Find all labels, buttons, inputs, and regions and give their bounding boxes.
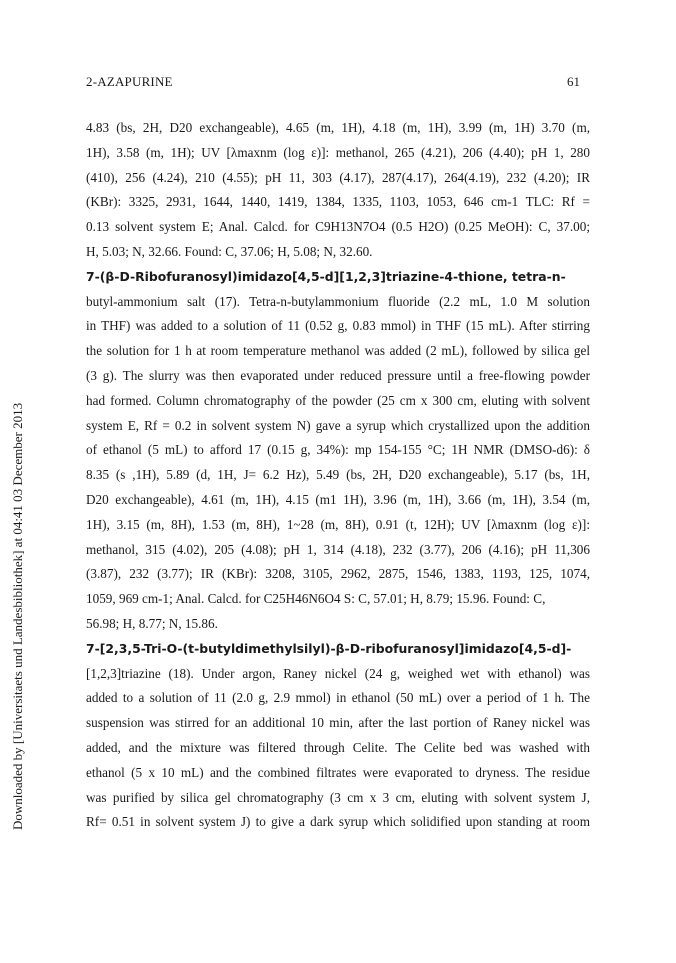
body-text [86,116,590,835]
text-line: had formed. Column chromatography of the powder (25 cm x 300 cm, eluting with solvent [86,392,590,408]
text-line: methanol, 315 (4.02), 205 (4.08); pH 1, 314 (4.18), 232 (3.77), 206 (4.16); pH 11,306 [86,541,590,557]
text-line: ethanol (5 x 10 mL) and the combined filtrates were evaporated to dryness. The residue [86,764,590,780]
text-line: in THF) was added to a solution of 11 (0.52 g, 0.83 mmol) in THF (15 mL). After stirring [86,318,590,334]
running-head: 2-AZAPURINE [86,74,173,89]
text-line: 1H), 3.58 (m, 1H); UV [λmaxnm (log ε)]: methanol, 265 (4.21), 206 (4.40); pH 1, 280 [86,144,590,160]
text-line: D20 exchangeable), 4.61 (m, 1H), 4.15 (m1 1H), 3.96 (m, 1H), 3.66 (m, 1H), 3.54 (m, [86,491,590,507]
compound-heading: 7-[2,3,5-Tri-O-(t-butyldimethylsilyl)-β-D-ribofuranosyl]imidazo[4,5-d]- [86,640,572,656]
text-line: Rf= 0.51 in solvent system J) to give a dark syrup which solidified upon standing at room [86,814,590,830]
text-line: suspension was stirred for an additional 10 min, after the last portion of Raney nickel was [86,715,590,731]
text-line: 1H), 3.15 (m, 8H), 1.53 (m, 8H), 1~28 (m, 8H), 0.91 (t, 12H); UV [λmaxnm (log ε)]: [86,516,590,532]
page-number: 61 [567,74,580,89]
text-line: added, and the mixture was filtered through Celite. The Celite bed was washed with [86,739,590,755]
text-line: the solution for 1 h at room temperature methanol was added (2 mL), followed by silica gel [86,343,590,359]
text-line: 4.83 (bs, 2H, D20 exchangeable), 4.65 (m, 1H), 4.18 (m, 1H), 3.99 (m, 1H) 3.70 (m, [86,120,590,135]
text-line: butyl-ammonium salt (17). Tetra-n-butylammonium fluoride (2.2 mL, 1.0 M solution [86,293,590,309]
text-line: [1,2,3]triazine (18). Under argon, Raney nickel (24 g, weighed wet with ethanol) was [86,665,590,681]
text-line: H, 5.03; N, 32.66. Found: C, 37.06; H, 5.08; N, 32.60. [86,243,373,259]
text-line: 0.13 solvent system E; Anal. Calcd. for C9H13N7O4 (0.5 H2O) (0.25 MeOH): C, 37.00; [86,219,590,235]
text-line: added to a solution of 11 (2.0 g, 2.9 mmol) in ethanol (50 mL) over a period of 1 h. The [86,690,590,706]
download-watermark: Downloaded by [Universitaets und Landesbibliothek] at 04:41 03 December 2013 [10,402,25,830]
text-line: 56.98; H, 8.77; N, 15.86. [86,615,218,631]
text-line: of ethanol (5 mL) to afford 17 (0.15 g, 34%): mp 154-155 °C; 1H NMR (DMSO-d6): δ [86,442,590,458]
text-line: (3 g). The slurry was then evaporated under reduced pressure until a free-flowing powder [86,367,590,383]
text-line: was purified by silica gel chromatography (3 cm x 3 cm, eluting with solvent system J, [86,789,590,805]
text-line: 8.35 (s ,1H), 5.89 (d, 1H, J= 6.2 Hz), 5.49 (bs, 2H, D20 exchangeable), 5.17 (bs, 1H, [86,467,590,483]
text-line: (3.87), 232 (3.77); IR (KBr): 3208, 3105, 2962, 2875, 1546, 1383, 1193, 125, 1074, [86,566,590,582]
text-line: (KBr): 3325, 2931, 1644, 1440, 1419, 1384, 1335, 1103, 1053, 646 cm-1 TLC: Rf = [86,194,590,210]
text-line: (410), 256 (4.24), 210 (4.55); pH 11, 303 (4.17), 287(4.17), 264(4.19), 232 (4.20); IR [86,169,590,185]
text-line: 1059, 969 cm-1; Anal. Calcd. for C25H46N6O4 S: C, 57.01; H, 8.79; 15.96. Found: C, [86,591,546,607]
compound-heading: 7-(β-D-Ribofuranosyl)imidazo[4,5-d][1,2,3]triazine-4-thione, tetra-n- [86,268,566,284]
text-line: system E, Rf = 0.2 in solvent system N) gave a syrup which crystallized upon the addition [86,417,590,433]
